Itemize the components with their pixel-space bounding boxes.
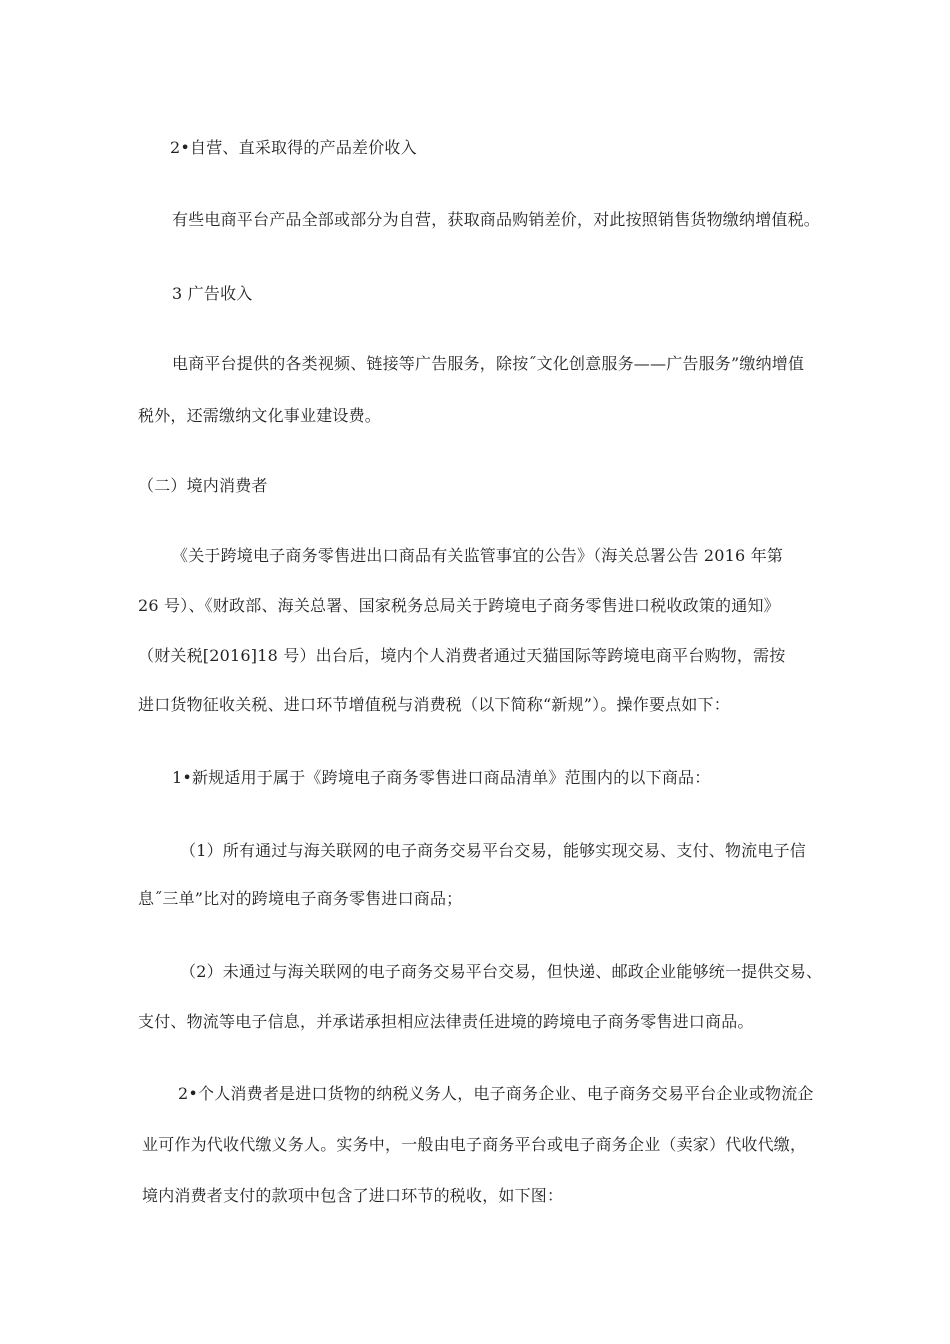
item3-body-line1: 电商平台提供的各类视频、链接等广告服务，除按˝文化创意服务——广告服务”缴纳增值 bbox=[172, 354, 805, 373]
item3-body-line2: 税外，还需缴纳文化事业建设费。 bbox=[138, 406, 382, 425]
item2-body: 有些电商平台产品全部或部分为自营，获取商品购销差价，对此按照销售货物缴纳增值税。 bbox=[172, 210, 821, 229]
point1-sub2-line2: 支付、物流等电子信息，并承诺承担相应法律责任进境的跨境电子商务零售进口商品。 bbox=[138, 1012, 754, 1031]
point1-heading: 1•新规适用于属于《跨境电子商务零售进口商品清单》范围内的以下商品： bbox=[172, 768, 711, 787]
consumer-intro-line2: 26 号）、《财政部、海关总署、国家税务总局关于跨境电子商务零售进口税收政策的通知》 bbox=[138, 596, 780, 615]
consumer-intro-line1: 《关于跨境电子商务零售进出口商品有关监管事宜的公告》（海关总署公告 2016 年第 bbox=[172, 546, 784, 565]
point2-line3: 境内消费者支付的款项中包含了进口环节的税收，如下图： bbox=[142, 1186, 564, 1205]
consumer-section-heading: （二）境内消费者 bbox=[138, 476, 268, 495]
point2-line1: 2•个人消费者是进口货物的纳税义务人，电子商务企业、电子商务交易平台企业或物流企 bbox=[178, 1084, 814, 1103]
point1-sub1-line1: （1）所有通过与海关联网的电子商务交易平台交易，能够实现交易、支付、物流电子信 bbox=[180, 841, 806, 860]
consumer-intro-line4: 进口货物征收关税、进口环节增值税与消费税（以下简称“新规”）。操作要点如下： bbox=[138, 695, 730, 714]
point1-sub2-line1: （2）未通过与海关联网的电子商务交易平台交易，但快递、邮政企业能够统一提供交易、 bbox=[180, 962, 823, 981]
item2-heading: 2•自营、直采取得的产品差价收入 bbox=[170, 138, 417, 157]
consumer-intro-line3: （财关税[2016]18 号）出台后，境内个人消费者通过天猫国际等跨境电商平台购物，需按 bbox=[138, 646, 786, 665]
item3-heading: 3 广告收入 bbox=[172, 284, 253, 303]
point1-sub1-line2: 息˝三单”比对的跨境电子商务零售进口商品； bbox=[138, 889, 463, 908]
point2-line2: 业可作为代收代缴义务人。实务中，一般由电子商务平台或电子商务企业（卖家）代收代缴， bbox=[142, 1135, 807, 1154]
